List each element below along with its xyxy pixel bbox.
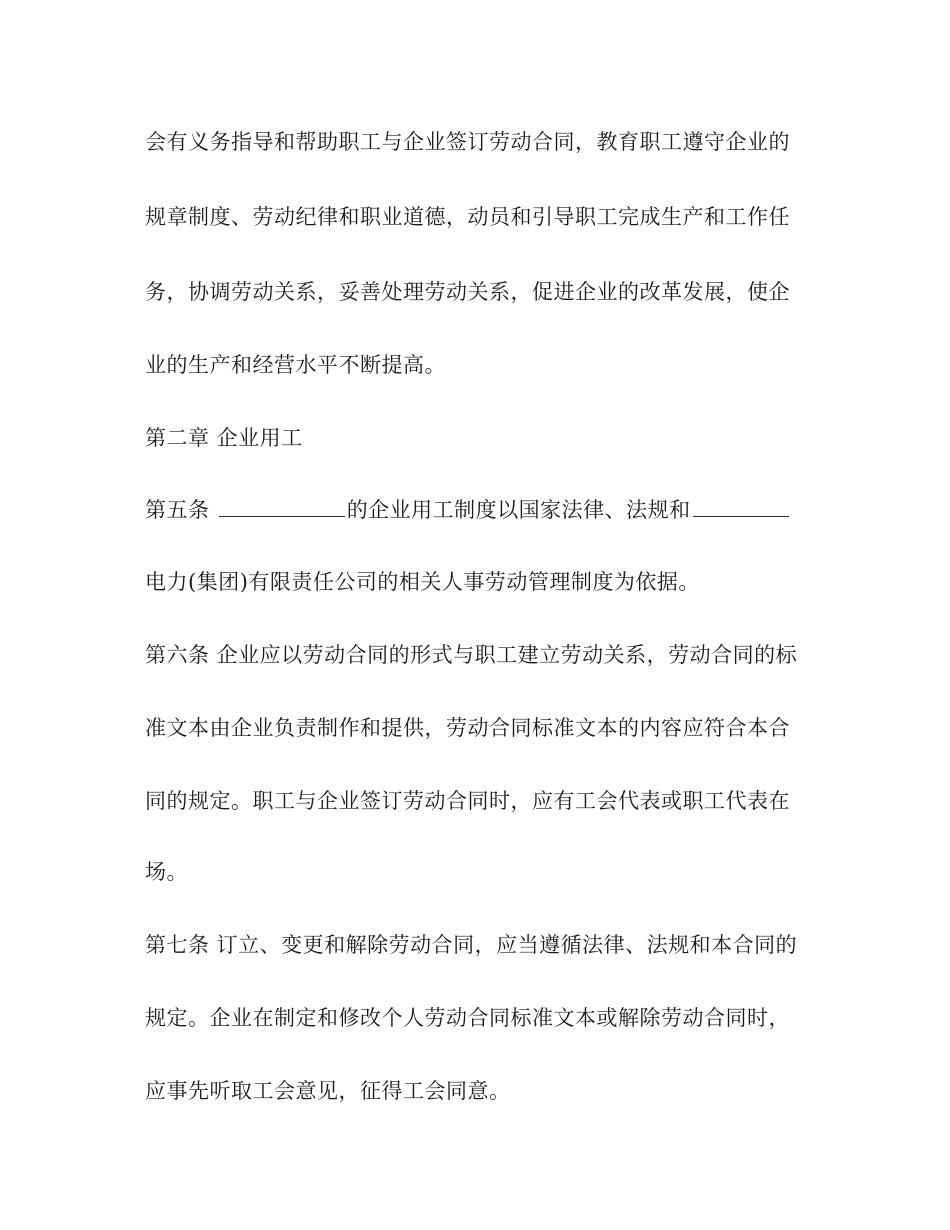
paragraph-line: 规章制度、劳动纪律和职业道德，动员和引导职工完成生产和工作任 <box>145 205 790 229</box>
chapter-heading: 第二章 企业用工 <box>145 426 303 450</box>
paragraph-line: 应事先听取工会意见，征得工会同意。 <box>145 1079 511 1103</box>
paragraph-line: 第六条 企业应以劳动合同的形式与职工建立劳动关系，劳动合同的标 <box>145 643 798 667</box>
fill-in-blank <box>219 496 345 517</box>
paragraph-line: 务，协调劳动关系，妥善处理劳动关系，促进企业的改革发展，使企 <box>145 280 790 304</box>
fill-in-blank <box>693 496 789 517</box>
paragraph-line: 业的生产和经营水平不断提高。 <box>145 353 446 377</box>
article-5-line <box>145 496 815 524</box>
paragraph-line: 准文本由企业负责制作和提供，劳动合同标准文本的内容应符合本合 <box>145 716 790 740</box>
article-5-text: 的企业用工制度以国家法律、法规和 <box>346 498 691 522</box>
paragraph-line: 第七条 订立、变更和解除劳动合同，应当遵循法律、法规和本合同的 <box>145 933 798 957</box>
paragraph-line: 会有义务指导和帮助职工与企业签订劳动合同，教育职工遵守企业的 <box>145 130 790 154</box>
paragraph-line: 电力(集团)有限责任公司的相关人事劳动管理制度为依据。 <box>145 570 700 594</box>
paragraph-line: 规定。企业在制定和修改个人劳动合同标准文本或解除劳动合同时， <box>145 1006 790 1030</box>
article-5-prefix: 第五条 <box>145 498 217 522</box>
paragraph-line: 场。 <box>145 860 188 884</box>
paragraph-line: 同的规定。职工与企业签订劳动合同时，应有工会代表或职工代表在 <box>145 789 790 813</box>
